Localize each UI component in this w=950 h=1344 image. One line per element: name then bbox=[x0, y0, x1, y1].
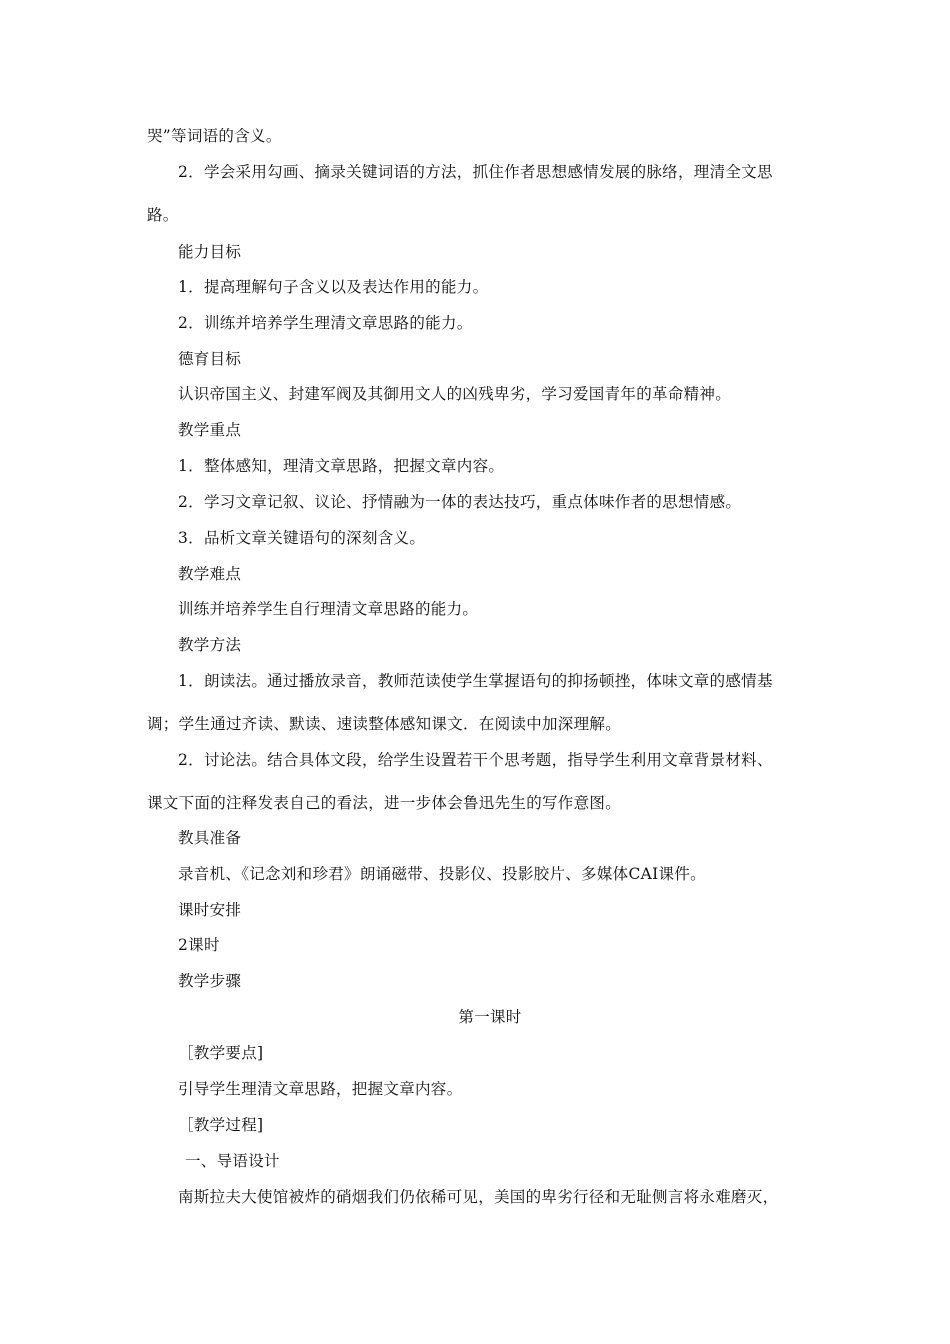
text-line: 路。 bbox=[147, 206, 179, 224]
objective-item: 2．学会采用勾画、摘录关键词语的方法，抓住作者思想感情发展的脉络，理清全文思 bbox=[178, 163, 773, 181]
section-heading: 教学方法 bbox=[178, 636, 242, 654]
text-line: 哭”等词语的含义。 bbox=[147, 127, 282, 145]
section-heading: 教学步骤 bbox=[178, 972, 242, 990]
text-line: 录音机、《记念刘和珍君》朗诵磁带、投影仪、投影胶片、多媒体CAI课件。 bbox=[178, 865, 706, 883]
objective-item: 1．提高理解句子含义以及表达作用的能力。 bbox=[178, 278, 489, 296]
section-heading: 教学难点 bbox=[178, 565, 242, 583]
section-heading: 课时安排 bbox=[178, 901, 242, 919]
section-heading: 能力目标 bbox=[178, 243, 242, 261]
list-item: 2．讨论法。结合具体文段，给学生设置若干个思考题，指导学生利用文章背景材料、 bbox=[178, 751, 773, 769]
text-line: 认识帝国主义、封建军阀及其御用文人的凶残卑劣，学习爱国青年的革命精神。 bbox=[178, 385, 732, 403]
text-line: 训练并培养学生自行理清文章思路的能力。 bbox=[178, 600, 479, 618]
text-line: 南斯拉夫大使馆被炸的硝烟我们仍依稀可见，美国的卑劣行径和无耻侧言将永难磨灭， bbox=[178, 1188, 779, 1206]
text-line: 引导学生理清文章思路，把握文章内容。 bbox=[178, 1080, 463, 1098]
list-item: 1．朗读法。通过播放录音，教师范读使学生掌握语句的抑扬顿挫，体味文章的感情基 bbox=[178, 672, 773, 690]
bracket-heading: ［教学过程] bbox=[178, 1116, 264, 1134]
objective-item: 2．训练并培养学生理清文章思路的能力。 bbox=[178, 314, 473, 332]
text-line: 2课时 bbox=[178, 936, 220, 954]
section-heading: 德育目标 bbox=[178, 350, 242, 368]
bracket-heading: ［教学要点] bbox=[178, 1044, 264, 1062]
text-line: 课文下面的注释发表自己的看法，进一步体会鲁迅先生的写作意图。 bbox=[147, 794, 622, 812]
list-item: 1．整体感知，理清文章思路，把握文章内容。 bbox=[178, 457, 505, 475]
subsection-heading: 一、导语设计 bbox=[185, 1152, 280, 1170]
list-item: 2．学习文章记叙、议论、抒情融为一体的表达技巧，重点体味作者的思想情感。 bbox=[178, 493, 742, 511]
lesson-title: 第一课时 bbox=[458, 1008, 522, 1026]
section-heading: 教学重点 bbox=[178, 421, 242, 439]
list-item: 3．品析文章关键语句的深刻含义。 bbox=[178, 529, 426, 547]
text-line: 调；学生通过齐读、默读、速读整体感知课文．在阅读中加深理解。 bbox=[147, 715, 622, 733]
section-heading: 教具准备 bbox=[178, 829, 242, 847]
